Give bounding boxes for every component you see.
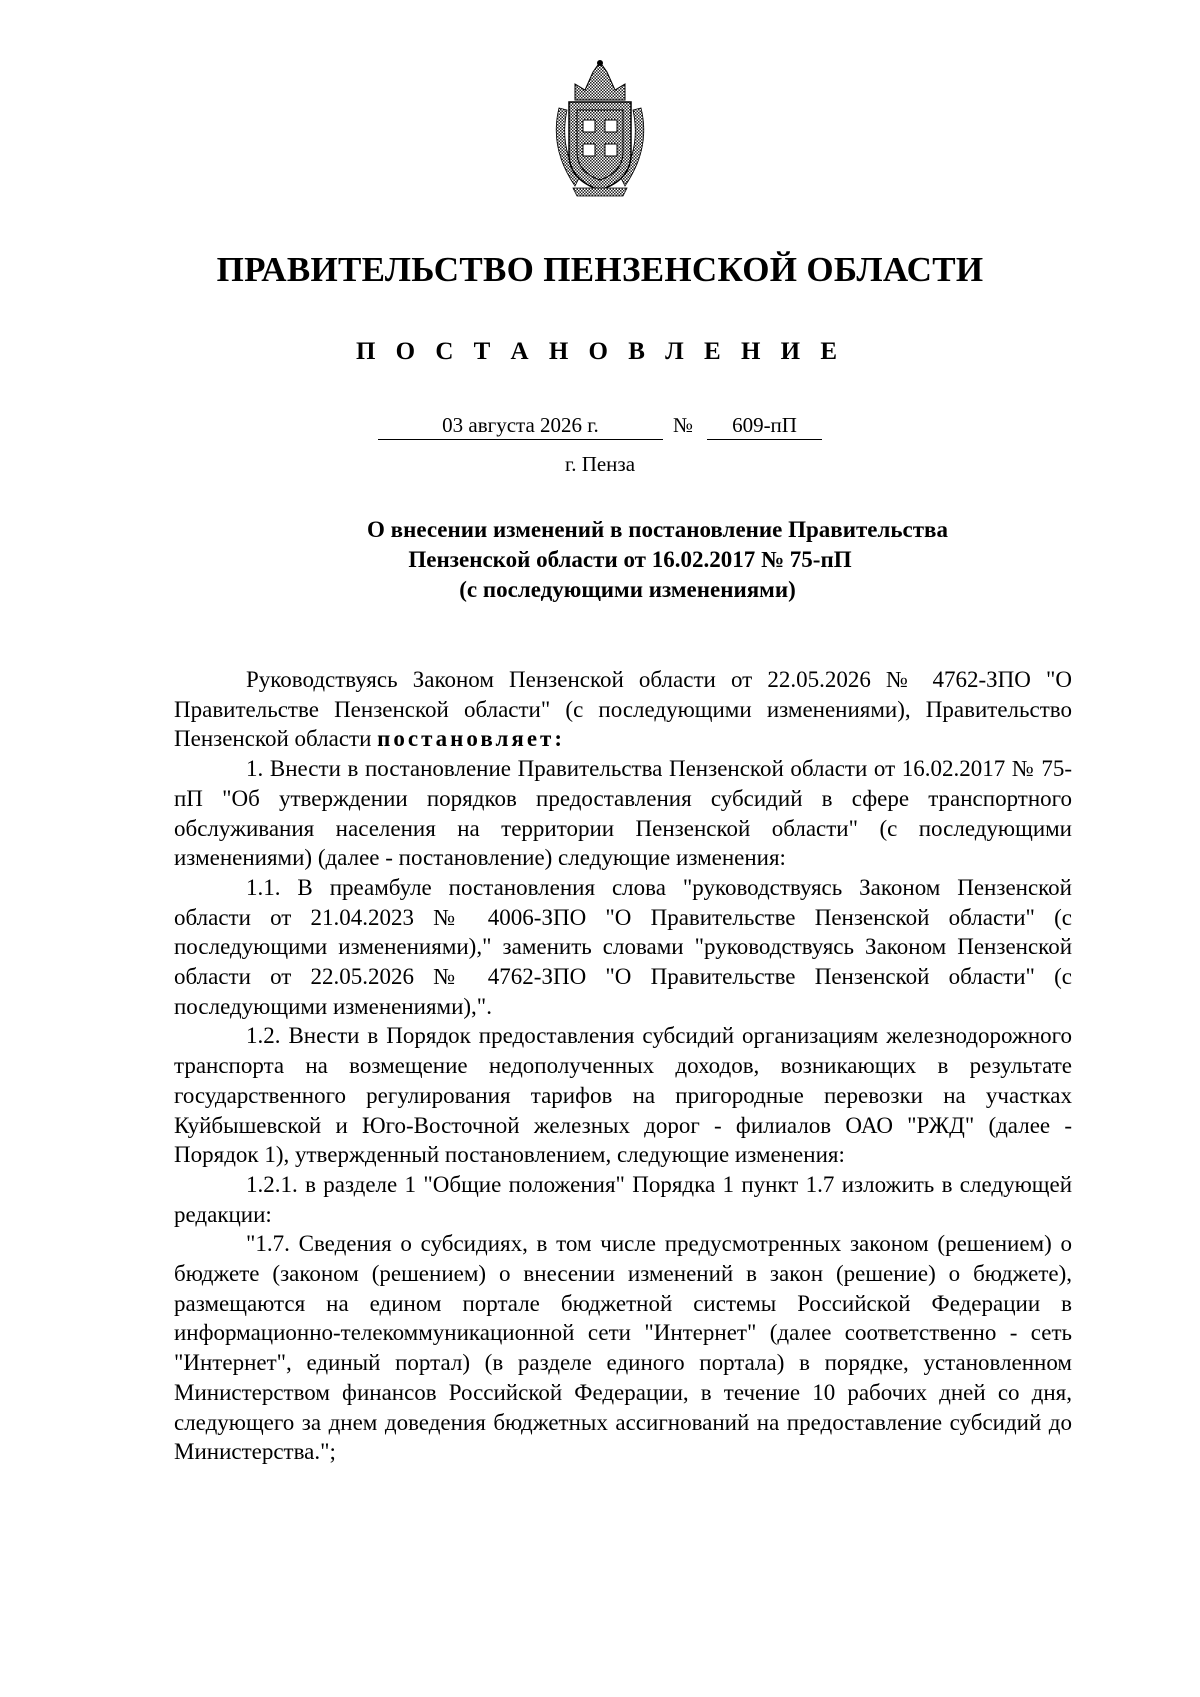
document-date: 03 августа 2026 г. bbox=[378, 412, 663, 440]
date-number-row bbox=[0, 412, 1200, 440]
preamble-text: Руководствуясь Законом Пензенской области от 22.05.2026 № 4762-ЗПО "О Правительстве Пензенской области" (с последующими изменениями), Правительство Пензенской области bbox=[174, 667, 1072, 752]
paragraph-1-2-1: 1.2.1. в разделе 1 "Общие положения" Порядка 1 пункт 1.7 изложить в следующей редакции: bbox=[174, 1171, 1072, 1227]
subject-line: (с последующими изменениями) bbox=[459, 577, 796, 602]
preamble-paragraph bbox=[174, 665, 1072, 754]
decrees-word: постановляет: bbox=[377, 726, 565, 752]
subject-line: О внесении изменений в постановление Правительства bbox=[367, 517, 948, 542]
number-label: № bbox=[672, 413, 694, 437]
document-number: 609-пП bbox=[707, 412, 822, 440]
government-title: ПРАВИТЕЛЬСТВО ПЕНЗЕНСКОЙ ОБЛАСТИ bbox=[216, 250, 984, 289]
paragraph-quote-1-7: "1.7. Сведения о субсидиях, в том числе предусмотренных законом (решением) о бюджете (законом (решением) о внесении изменений в закон (решение) о бюджете), размещаются на едином портале бюджетной системы Российской Федерации в информационно-телекоммуникационной сети "Интернет" (далее соответственно - сеть "Интернет", единый портал) (в разделе единого портала) в порядке, установленном Министерством финансов Российской Федерации, в течение 10 рабочих дней со дня, следующего за днем доведения бюджетных ассигнований на предоставление субсидий до Министерства."; bbox=[174, 1231, 1072, 1465]
penza-coat-of-arms-icon bbox=[545, 58, 655, 203]
document-body bbox=[174, 665, 1072, 1467]
paragraph-1-2: 1.2. Внести в Порядок предоставления субсидий организациям железнодорожного транспорта на возмещение недополученных доходов, возникающих в результате государственного регулирования тарифов на пригородные перевозки на участках Куйбышевской и Юго-Восточной железных дорог - филиалов ОАО "РЖД" (далее - Порядок 1), утвержденный постановлением, следующие изменения: bbox=[174, 1023, 1072, 1168]
document-city: г. Пенза bbox=[564, 452, 636, 476]
paragraph-1: 1. Внести в постановление Правительства Пензенской области от 16.02.2017 № 75-пП "Об утверждении порядков предоставления субсидий в сфере транспортного обслуживания населения на территории Пензенской области" (с последующими изменениями) (далее - постановление) следующие изменения: bbox=[174, 756, 1072, 871]
subject-line: Пензенской области от 16.02.2017 № 75-пП bbox=[408, 547, 852, 572]
document-type: П О С Т А Н О В Л Е Н И Е bbox=[355, 338, 845, 365]
paragraph-1-1: 1.1. В преамбуле постановления слова "руководствуясь Законом Пензенской области от 21.04.2023 № 4006-ЗПО "О Правительстве Пензенской области" (с последующими изменениями)," заменить словами "руководствуясь Законом Пензенской области от 22.05.2026 № 4762-ЗПО "О Правительстве Пензенской области" (с последующими изменениями),". bbox=[174, 874, 1072, 1019]
document-subject bbox=[0, 515, 1200, 605]
